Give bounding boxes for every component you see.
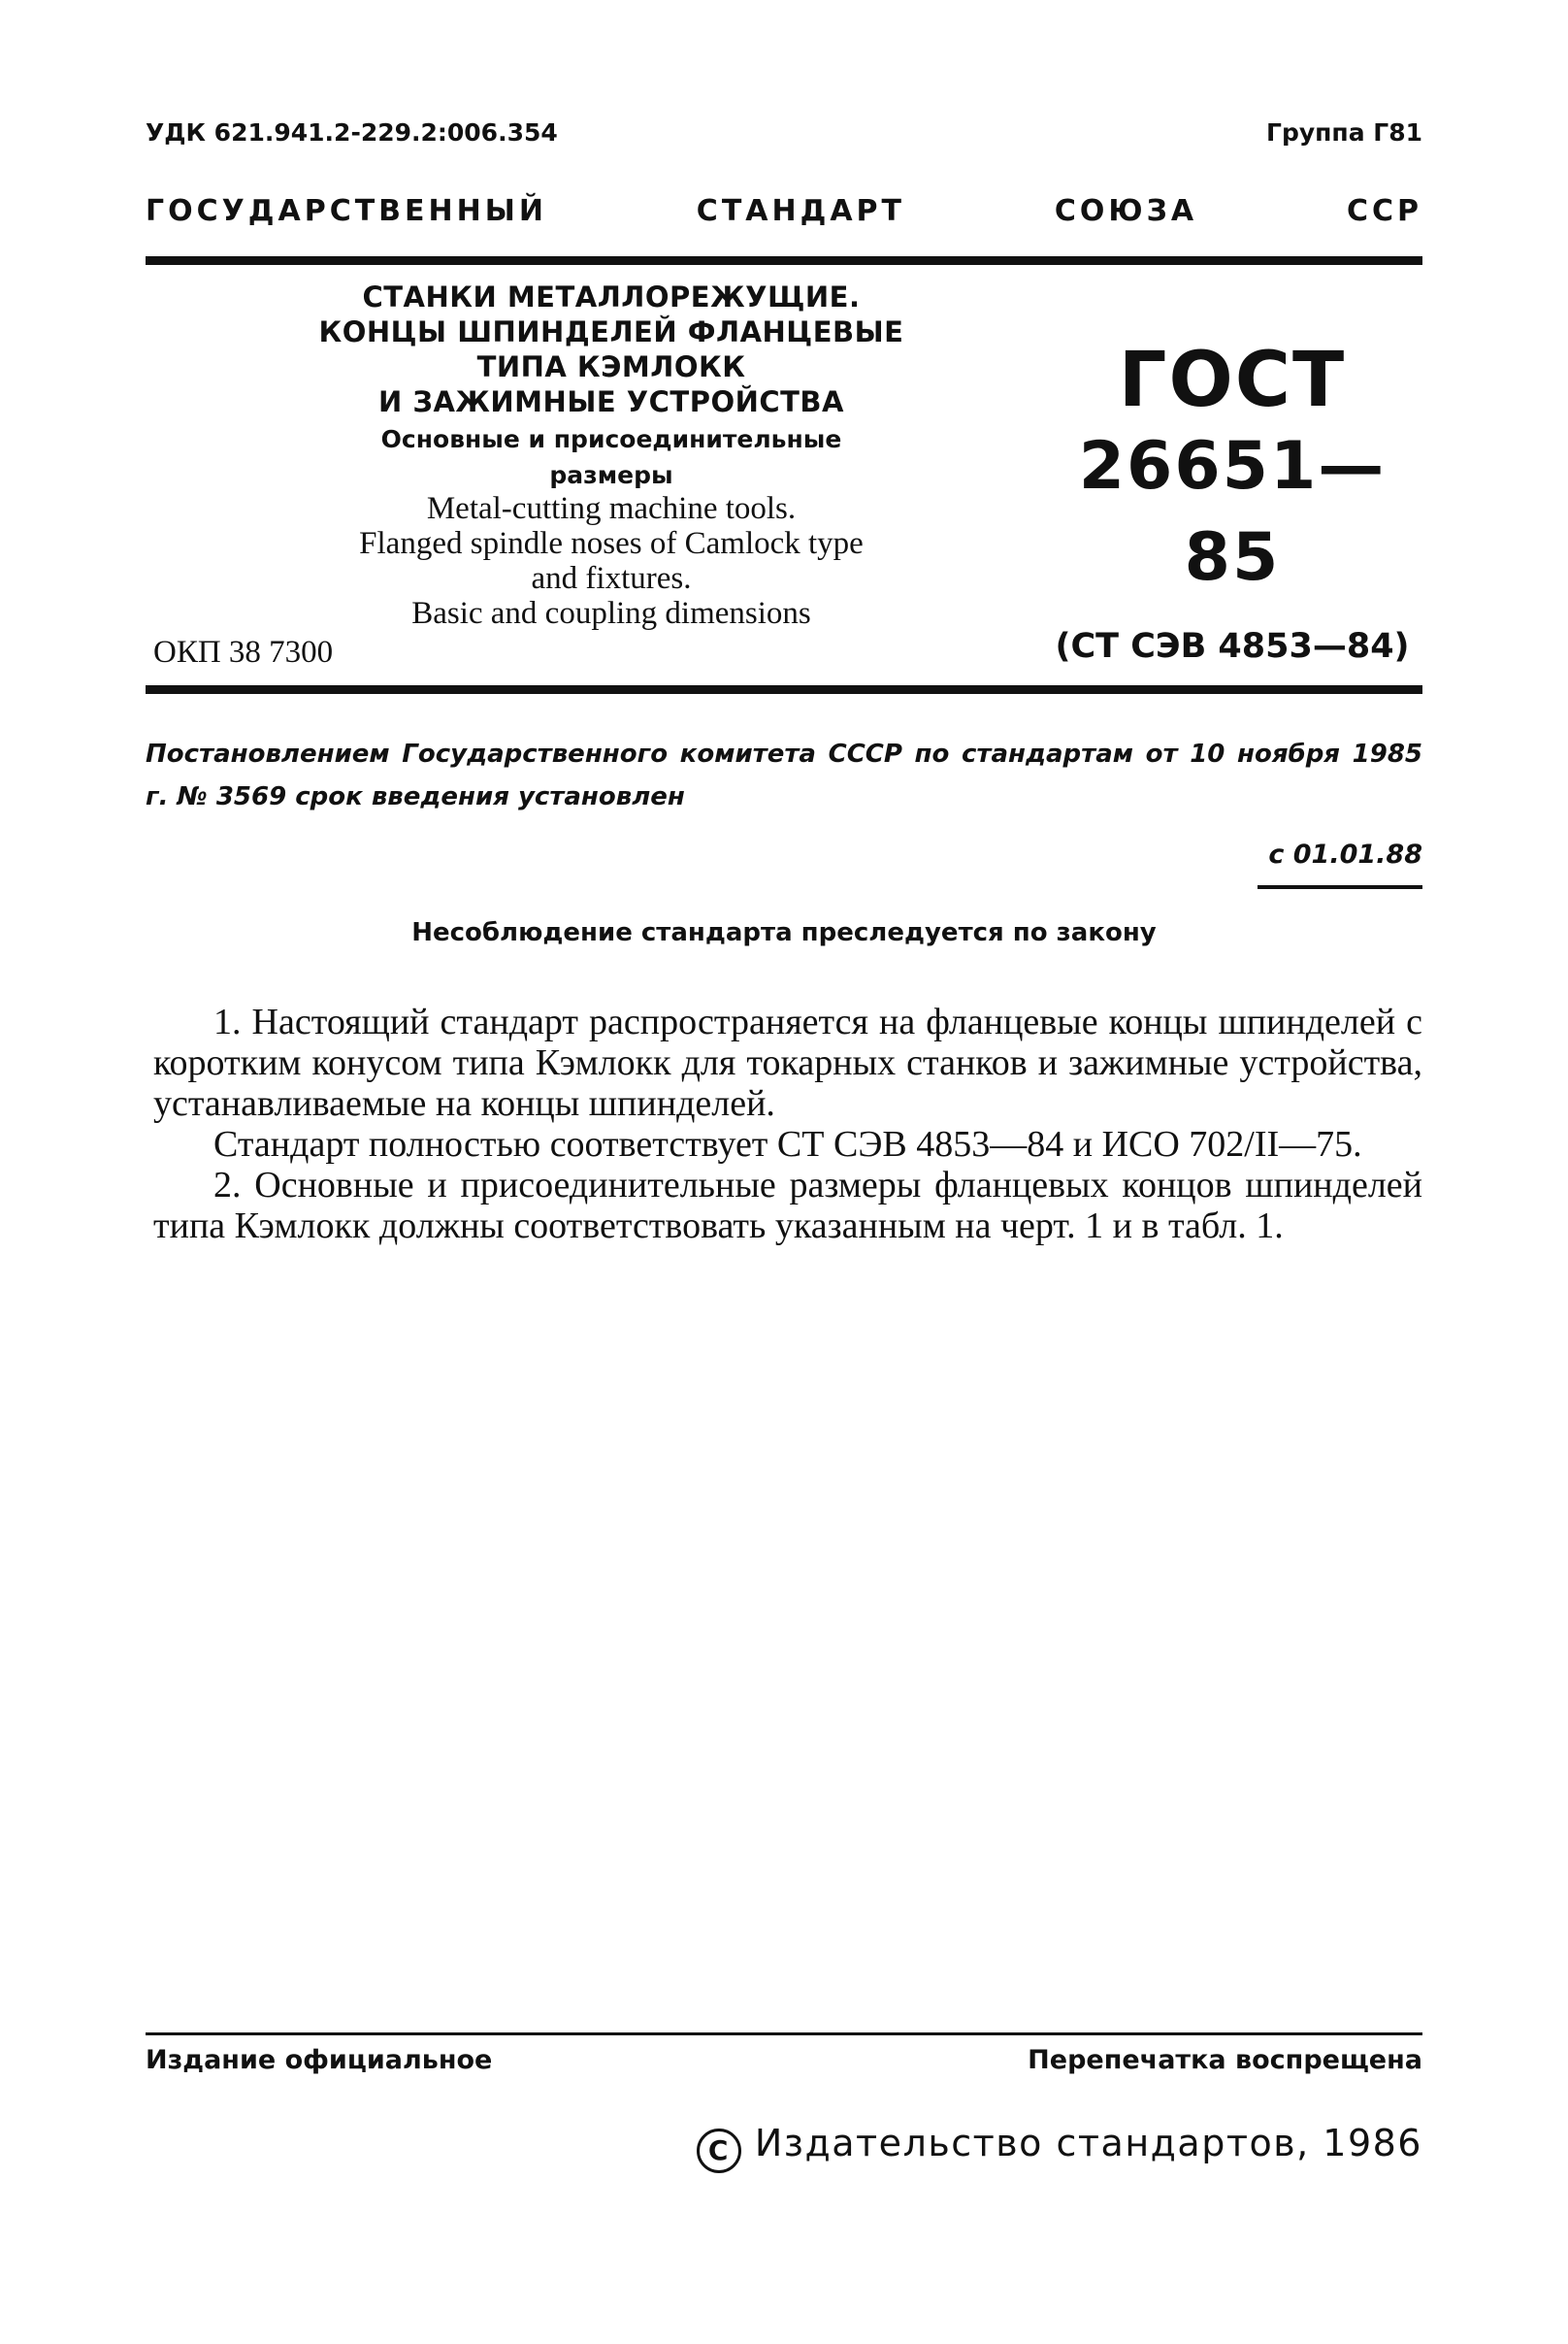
title-block (291, 280, 931, 631)
copyright-icon: C (697, 2129, 741, 2173)
publisher-line (697, 2122, 1422, 2173)
title-en-line: Flanged spindle noses of Camlock type (359, 526, 864, 561)
paragraph-dimensions: 2. Основные и присоединительные размеры фланцевых концов шпинделей типа Кэмлокк должны соответствовать указанным на черт. 1 и в табл. 1. (153, 1165, 1422, 1246)
title-ru-line: ТИПА КЭМЛОКК (476, 350, 746, 383)
title-en-line: and fixtures. (531, 561, 692, 596)
title-en-line: Basic and coupling dimensions (411, 596, 811, 631)
okp-code: ОКП 38 7300 (153, 635, 334, 670)
footer-divider (146, 2032, 1422, 2035)
udk-code: УДК 621.941.2-229.2:006.354 (146, 118, 558, 147)
official-edition-label: Издание официальное (146, 2045, 493, 2075)
title-en-line: Metal-cutting machine tools. (426, 491, 797, 526)
title-ru-line: СТАНКИ МЕТАЛЛОРЕЖУЩИЕ. (362, 281, 861, 314)
top-divider (146, 256, 1422, 265)
effective-date: с 01.01.88 (1268, 840, 1422, 870)
group-code: Группа Г81 (1266, 118, 1422, 147)
effective-date-underline (1258, 885, 1422, 889)
header-bottom-divider (146, 685, 1422, 694)
subtitle-ru-line: Основные и присоединительные (380, 425, 842, 453)
decree-text: Постановлением Государственного комитета СССР по стандартам от 10 ноября 1985 г. № 3569 срок введения установлен (146, 740, 1422, 811)
subtitle-ru-line: размеры (549, 461, 673, 489)
state-standard-heading: ГОСУДАРСТВЕННЫЙ СТАНДАРТ СОЮЗА ССР (146, 194, 1422, 228)
body-text (153, 1002, 1422, 1246)
paragraph-compliance: Стандарт полностью соответствует СТ СЭВ 4853—84 и ИСО 702/II—75. (213, 1124, 1362, 1165)
gost-number: 26651—85 (1078, 428, 1387, 596)
st-sev-reference: (СТ СЭВ 4853—84) (1055, 627, 1410, 666)
publisher-name: Издательство стандартов, 1986 (754, 2122, 1422, 2164)
title-ru-line: КОНЦЫ ШПИНДЕЛЕЙ ФЛАНЦЕВЫЕ (318, 315, 904, 348)
gost-designation (1038, 337, 1426, 676)
reprint-prohibited-label: Перепечатка воспрещена (1028, 2045, 1422, 2075)
title-ru-line: И ЗАЖИМНЫЕ УСТРОЙСТВА (378, 385, 844, 418)
violation-notice: Несоблюдение стандарта преследуется по закону (411, 918, 1157, 947)
gost-label: ГОСТ (1118, 337, 1347, 424)
paragraph-scope: 1. Настоящий стандарт распространяется на фланцевые концы шпинделей с коротким конусом типа Кэмлокк для токарных станков и зажимные устройства, устанавливаемые на концы шпинделей. (153, 1002, 1422, 1124)
